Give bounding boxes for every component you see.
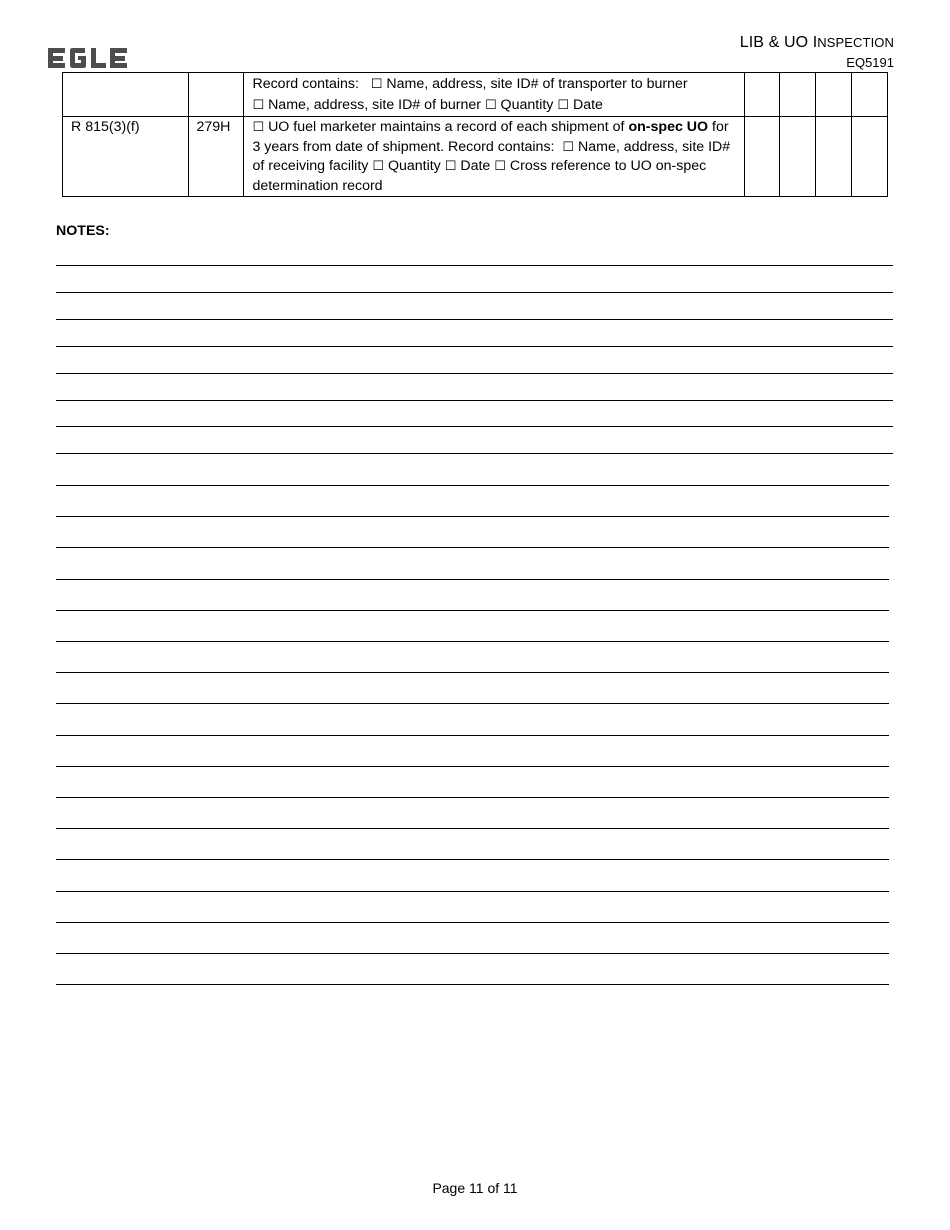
- checkbox-icon[interactable]: ☐: [252, 120, 265, 135]
- notes-label: NOTES:: [56, 223, 110, 239]
- status-cell[interactable]: [744, 73, 780, 117]
- notes-line[interactable]: [56, 373, 893, 374]
- requirement-cell: [244, 73, 744, 117]
- notes-line[interactable]: [56, 265, 893, 266]
- notes-line[interactable]: [56, 735, 889, 736]
- rule-cell: R 815(3)(f): [63, 117, 189, 197]
- requirement-text: Record contains:: [252, 76, 359, 92]
- checkbox-icon[interactable]: ☐: [444, 159, 457, 174]
- status-cell[interactable]: [780, 117, 816, 197]
- notes-line[interactable]: [56, 672, 889, 673]
- status-cell[interactable]: [744, 117, 780, 197]
- notes-line[interactable]: [56, 703, 889, 704]
- rule-cell: [63, 73, 189, 117]
- requirement-text: Name, address, site ID# of receiving facility: [252, 138, 731, 174]
- form-number: EQ5191: [846, 55, 894, 70]
- requirement-text: Quantity: [387, 158, 441, 174]
- status-cell[interactable]: [780, 73, 816, 117]
- requirement-text: Date: [572, 97, 603, 113]
- notes-line[interactable]: [56, 953, 889, 954]
- notes-line[interactable]: [56, 346, 893, 347]
- status-cell[interactable]: [852, 73, 888, 117]
- status-cell[interactable]: [852, 117, 888, 197]
- notes-line[interactable]: [56, 922, 889, 923]
- notes-line[interactable]: [56, 516, 889, 517]
- notes-line[interactable]: [56, 610, 889, 611]
- requirement-cell: [244, 117, 744, 197]
- requirement-text: Name, address, site ID# of burner: [268, 97, 481, 113]
- checkbox-icon[interactable]: ☐: [252, 98, 265, 113]
- requirement-text: for 3 years from date of shipment. Record contains:: [252, 119, 729, 155]
- notes-line[interactable]: [56, 797, 889, 798]
- checkbox-icon[interactable]: ☐: [494, 159, 506, 174]
- notes-line[interactable]: [56, 891, 889, 892]
- notes-line[interactable]: [56, 319, 893, 320]
- checkbox-icon[interactable]: ☐: [562, 139, 575, 155]
- notes-line[interactable]: [56, 766, 889, 767]
- notes-line[interactable]: [56, 292, 893, 293]
- code-cell: [188, 73, 244, 117]
- checkbox-icon[interactable]: ☐: [372, 159, 384, 174]
- checkbox-icon[interactable]: ☐: [484, 98, 497, 113]
- egle-logo: [48, 46, 128, 70]
- notes-line[interactable]: [56, 547, 889, 548]
- code-cell: 279H: [188, 117, 244, 197]
- status-cell[interactable]: [816, 73, 852, 117]
- notes-line[interactable]: [56, 453, 893, 454]
- notes-line[interactable]: [56, 579, 889, 580]
- page-number: Page 11 of 11: [432, 1180, 518, 1196]
- table-row: [63, 73, 888, 117]
- form-title: LIB & UO INSPECTION: [739, 34, 894, 51]
- notes-line[interactable]: [56, 984, 889, 985]
- notes-line[interactable]: [56, 828, 889, 829]
- inspection-checklist-table: [62, 72, 888, 197]
- requirement-text: Quantity: [500, 97, 554, 113]
- table-row: [63, 117, 888, 197]
- notes-line[interactable]: [56, 400, 893, 401]
- requirement-text: Date: [460, 158, 491, 174]
- notes-line[interactable]: [56, 859, 889, 860]
- status-cell[interactable]: [816, 117, 852, 197]
- notes-line[interactable]: [56, 426, 893, 427]
- requirement-text: UO fuel marketer maintains a record of each shipment of: [268, 119, 625, 135]
- notes-line[interactable]: [56, 485, 889, 486]
- notes-line[interactable]: [56, 641, 889, 642]
- requirement-text: Name, address, site ID# of transporter to burner: [386, 76, 688, 92]
- requirement-text: Cross reference to UO on-spec determination record: [252, 158, 707, 194]
- checkbox-icon[interactable]: ☐: [557, 98, 569, 113]
- requirement-bold-text: on-spec UO: [628, 119, 709, 135]
- checkbox-icon[interactable]: ☐: [370, 77, 383, 92]
